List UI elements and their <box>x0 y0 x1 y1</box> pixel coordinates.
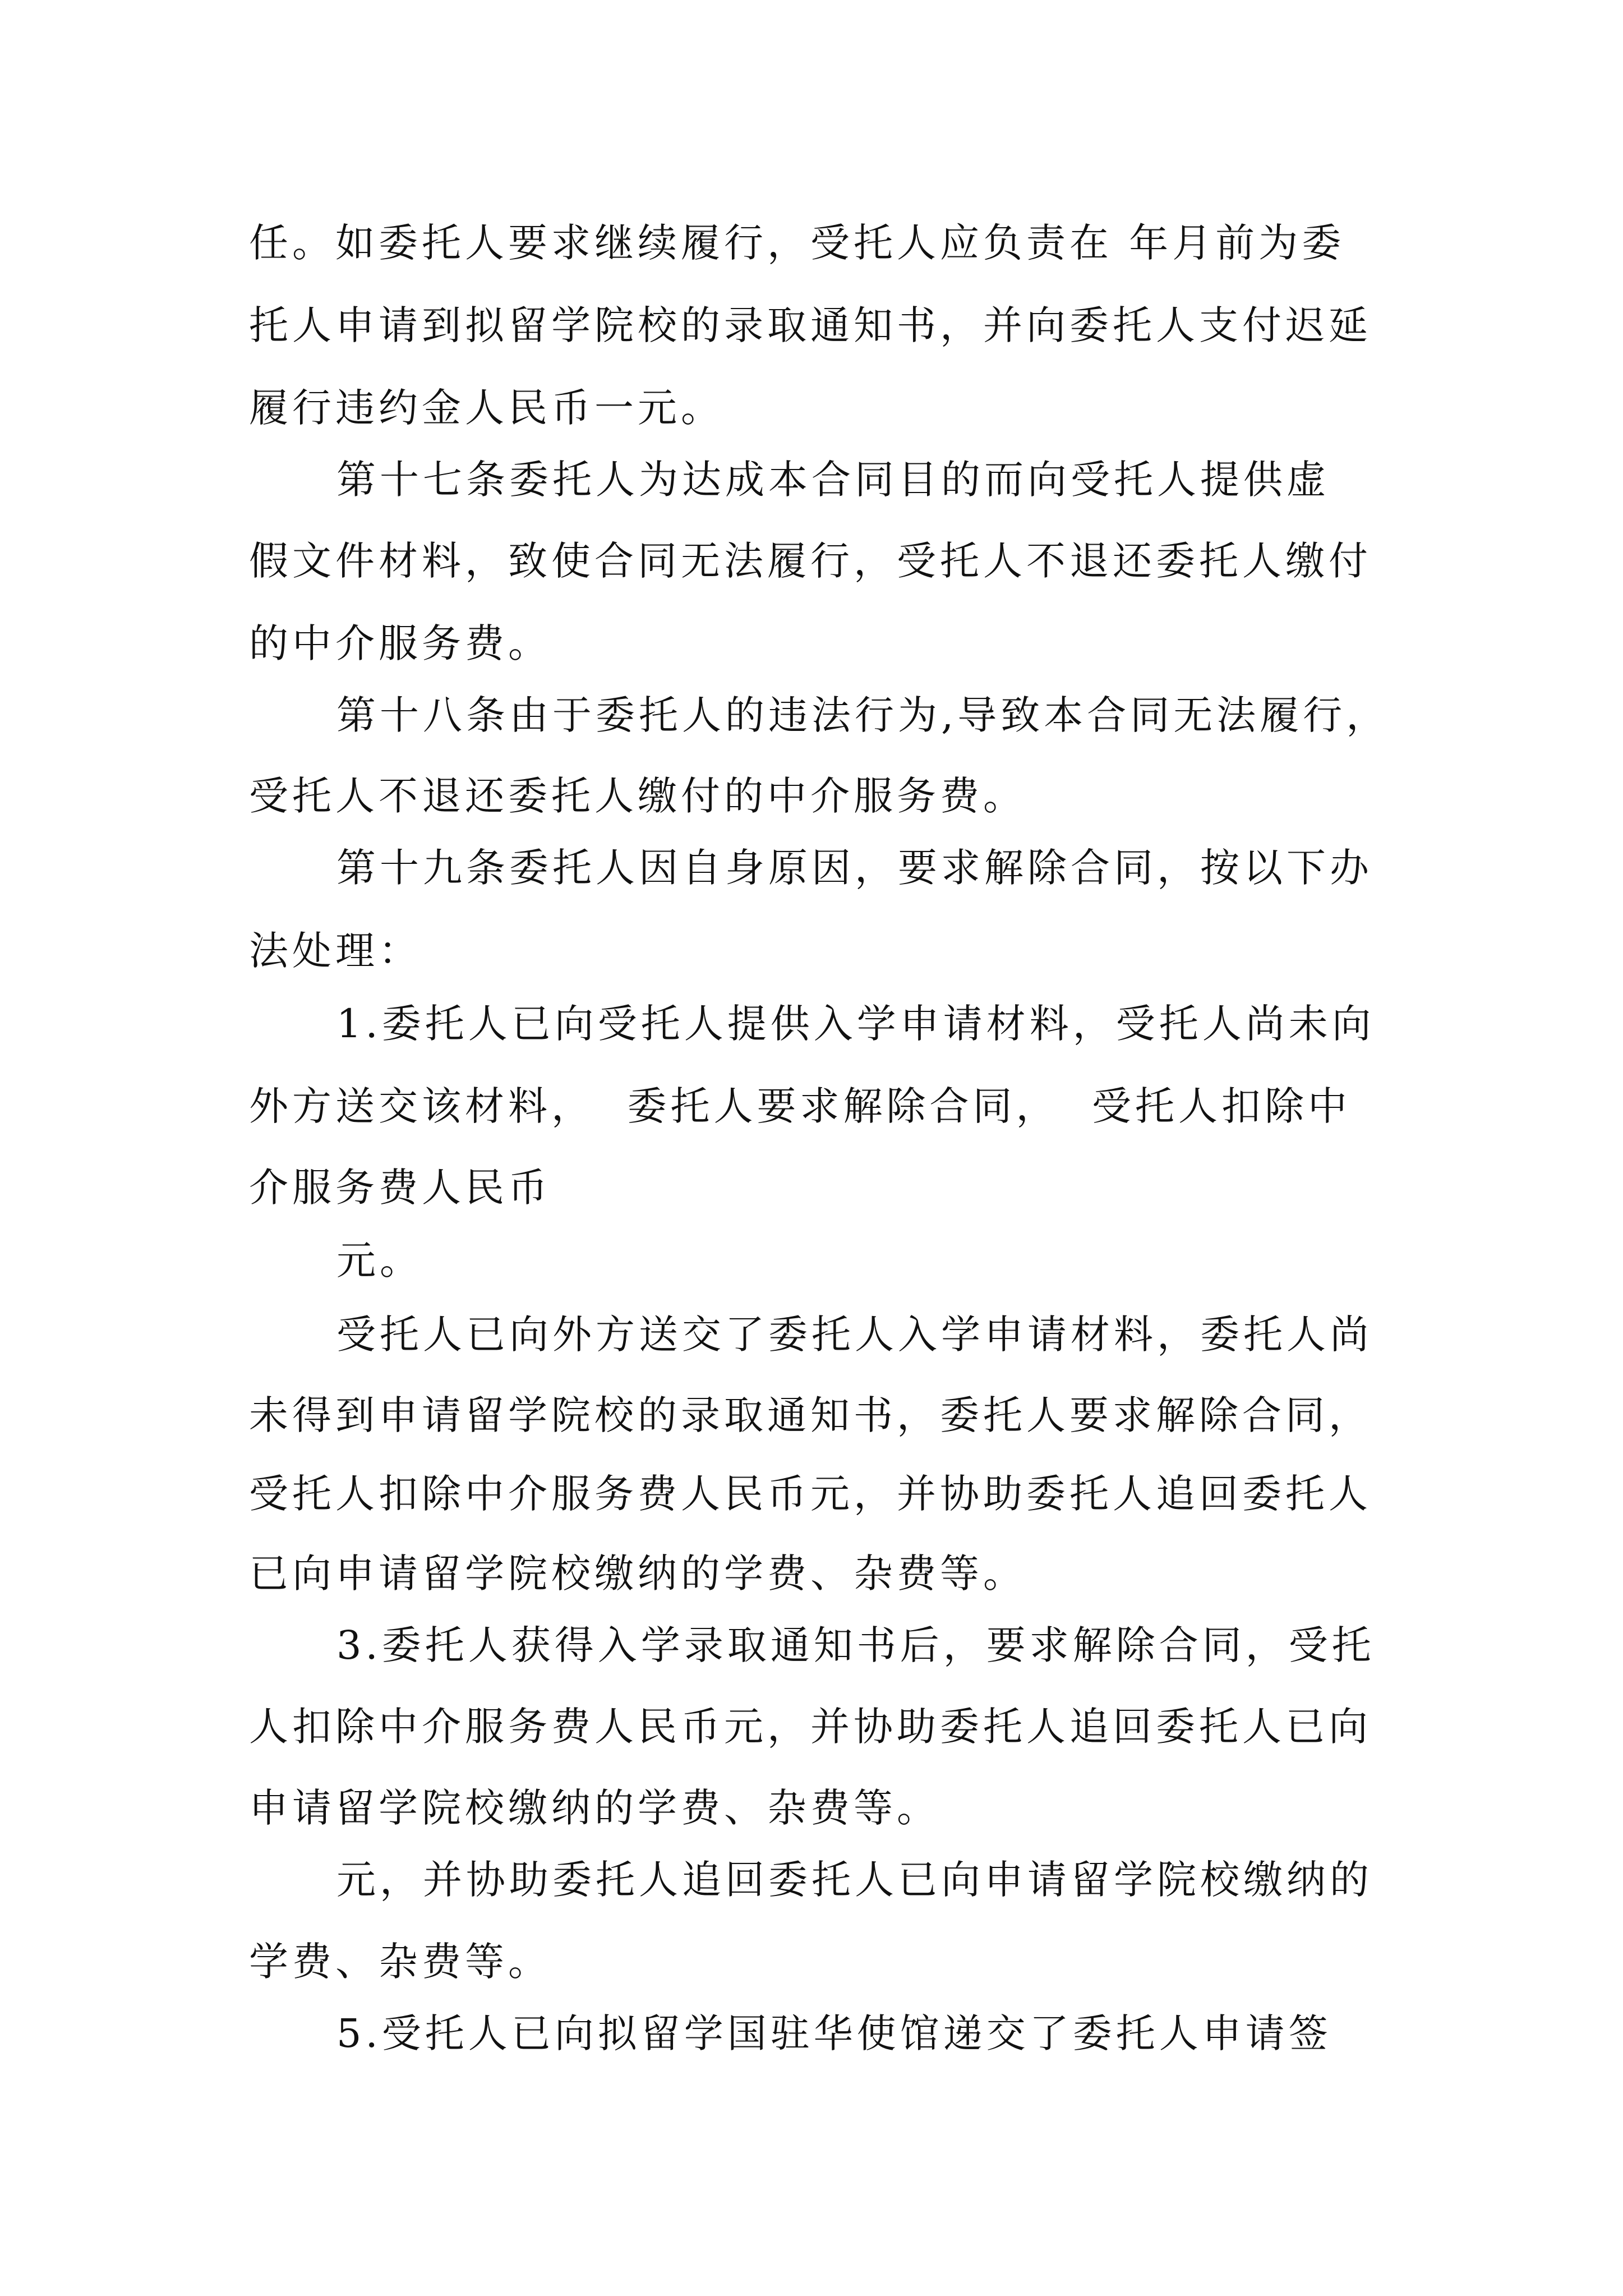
text-line: 元，并协助委托人追回委托人已向申请留学院校缴纳的 <box>336 1857 1373 1903</box>
text-line: 3.委托人获得入学录取通知书后，要求解除合同，受托 <box>336 1622 1375 1668</box>
text-line: 假文件材料，致使合同无法履行，受托人不退还委托人缴付 <box>249 538 1372 584</box>
text-line: 人扣除中介服务费人民币元，并协助委托人追回委托人已向 <box>249 1704 1372 1750</box>
text-line: 5.受托人已向拟留学国驻华使馆递交了委托人申请签 <box>336 2010 1332 2056</box>
text-line: 的中介服务费。 <box>249 620 551 666</box>
text-line: 学费、杂费等。 <box>249 1939 551 1985</box>
text-line: 受托人扣除中介服务费人民币元，并协助委托人追回委托人 <box>249 1471 1372 1517</box>
text-line: 受托人不退还委托人缴付的中介服务费。 <box>249 773 1026 819</box>
text-line: 受托人已向外方送交了委托人入学申请材料，委托人尚 <box>336 1312 1373 1358</box>
text-line: 介服务费人民币 <box>249 1165 551 1211</box>
text-line: 托人申请到拟留学院校的录取通知书，并向委托人支付迟延 <box>249 302 1372 348</box>
text-line: 第十七条委托人为达成本合同目的而向受托人提供虚 <box>336 457 1330 503</box>
text-line: 1.委托人已向受托人提供入学申请材料，受托人尚未向 <box>336 1001 1375 1047</box>
text-line: 第十九条委托人因自身原因，要求解除合同，按以下办 <box>336 845 1373 891</box>
text-line: 元。 <box>336 1237 423 1283</box>
text-line: 任。如委托人要求继续履行，受托人应负责在 年月前为委 <box>249 220 1345 266</box>
text-line: 外方送交该材料， 委托人要求解除合同， 受托人扣除中 <box>249 1083 1352 1129</box>
text-line: 已向申请留学院校缴纳的学费、杂费等。 <box>249 1550 1026 1596</box>
text-line: 法处理： <box>249 928 422 974</box>
text-line: 未得到申请留学院校的录取通知书，委托人要求解除合同， <box>249 1392 1372 1438</box>
text-line: 申请留学院校缴纳的学费、杂费等。 <box>249 1785 940 1831</box>
text-line: 履行违约金人民币一元。 <box>249 385 724 431</box>
text-line: 第十八条由于委托人的违法行为,导致本合同无法履行， <box>336 692 1390 738</box>
